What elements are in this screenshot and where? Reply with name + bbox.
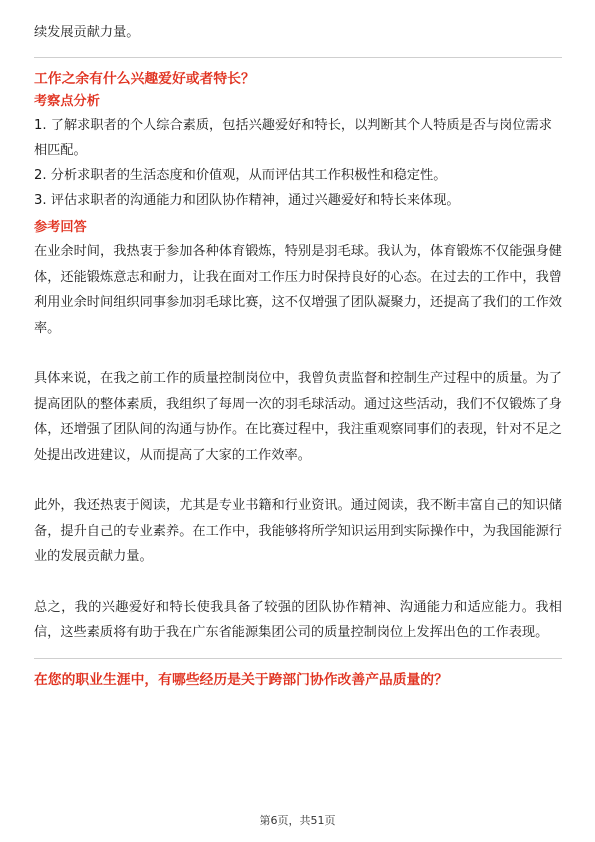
answer-paragraph: 总之，我的兴趣爱好和特长使我具备了较强的团队协作精神、沟通能力和适应能力。我相信，这些素质将有助于我在广东省能源集团公司的质量控制岗位上发挥出色的工作表现。 [34, 599, 562, 640]
answer-body [34, 239, 562, 646]
answer-label: 参考回答 [34, 220, 87, 235]
answer-paragraph: 在业余时间，我热衷于参加各种体育锻炼，特别是羽毛球。我认为，体育锻炼不仅能强身健体，还能锻炼意志和耐力，让我在面对工作压力时保持良好的心态。在过去的工作中，我曾利用业余时间组织同事参加羽毛球比赛，这不仅增强了团队凝聚力，还提高了我们的工作效率。 [34, 244, 562, 336]
continuation-text: 续发展贡献力量。 [34, 25, 140, 40]
analysis-item: 1. 了解求职者的个人综合素质，包括兴趣爱好和特长，以判断其个人特质是否与岗位需求相匹配。 [34, 118, 552, 158]
section-divider [34, 57, 562, 58]
answer-paragraph: 具体来说，在我之前工作的质量控制岗位中，我曾负责监督和控制生产过程中的质量。为了提高团队的整体素质，我组织了每周一次的羽毛球活动。通过这些活动，我们不仅锻炼了身体，还增强了团队间的沟通与协作。在比赛过程中，我注重观察同事们的表现，针对不足之处提出改进建议，从而提高了大家的工作效率。 [34, 371, 562, 463]
section-divider [34, 658, 562, 659]
analysis-list [34, 113, 562, 213]
analysis-item: 3. 评估求职者的沟通能力和团队协作精神，通过兴趣爱好和特长来体现。 [34, 193, 460, 208]
page-footer: 第6页，共51页 [259, 814, 336, 827]
analysis-label: 考察点分析 [34, 94, 100, 109]
analysis-item: 2. 分析求职者的生活态度和价值观，从而评估其工作积极性和稳定性。 [34, 168, 447, 183]
page-content [34, 20, 562, 692]
answer-paragraph: 此外，我还热衷于阅读，尤其是专业书籍和行业资讯。通过阅读，我不断丰富自己的知识储备，提升自己的专业素养。在工作中，我能够将所学知识运用到实际操作中，为我国能源行业的发展贡献力量。 [34, 498, 562, 564]
next-question-heading: 在您的职业生涯中，有哪些经历是关于跨部门协作改善产品质量的？ [34, 671, 448, 688]
question-heading: 工作之余有什么兴趣爱好或者特长？ [34, 71, 255, 87]
